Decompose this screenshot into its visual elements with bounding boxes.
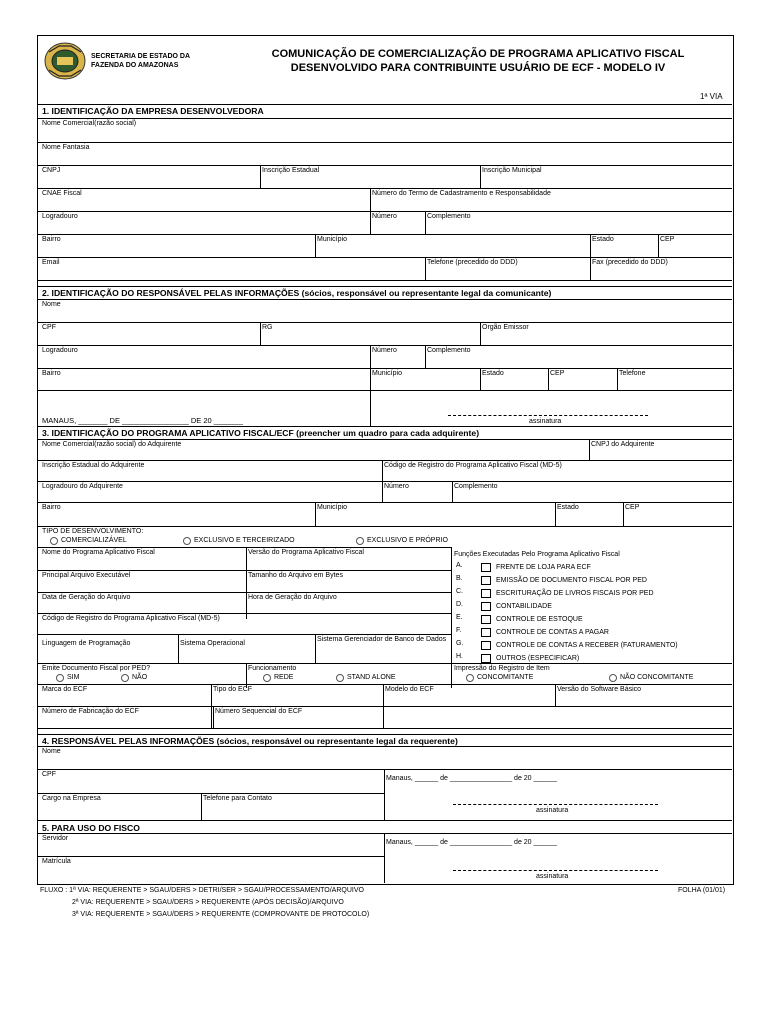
form-title-line1: COMUNICAÇÃO DE COMERCIALIZAÇÃO DE PROGRAMA APLICATIVO FISCAL bbox=[271, 48, 685, 60]
funcao-checkbox[interactable] bbox=[481, 654, 491, 663]
s3-logr-adq-label: Logradouro do Adquirente bbox=[42, 483, 123, 490]
section3-title-main: 3. IDENTIFICAÇÃO DO PROGRAMA APLICATIVO FISCAL/ECF bbox=[42, 428, 294, 438]
s4-cpf-label: CPF bbox=[42, 771, 56, 778]
radio-comercializavel-label: COMERCIALIZÁVEL bbox=[61, 537, 127, 544]
s1-estado-label: Estado bbox=[592, 236, 614, 243]
s1-telefone-label: Telefone (precedido do DDD) bbox=[427, 259, 518, 266]
s2-logradouro-label: Logradouro bbox=[42, 347, 78, 354]
radio-nao-label: NÃO bbox=[132, 674, 148, 681]
s3-linguagem-label: Linguagem de Programação bbox=[42, 640, 131, 647]
s3-estado-label: Estado bbox=[557, 504, 579, 511]
s3-funcoes-title: Funções Executadas Pelo Programa Aplicativo Fiscal bbox=[454, 551, 620, 558]
radio-icon bbox=[466, 674, 474, 682]
section4-title-main: 4. RESPONSÁVEL PELAS INFORMAÇÕES bbox=[42, 736, 215, 746]
s5-servidor-label: Servidor bbox=[42, 835, 69, 842]
s1-numero-label: Número bbox=[372, 213, 397, 220]
s3-ie-adq-label: Inscrição Estadual do Adquirente bbox=[42, 462, 145, 469]
s1-ie-label: Inscrição Estadual bbox=[262, 167, 320, 174]
state-seal-logo bbox=[43, 40, 87, 82]
s2-orgao-label: Orgão Emissor bbox=[482, 324, 529, 331]
s3-cod-reg-label: Código de Registro do Programa Aplicativo Fiscal (MD-5) bbox=[384, 462, 562, 469]
s3-marca-label: Marca do ECF bbox=[42, 686, 88, 693]
s3-cnpj-adq-label: CNPJ do Adquirente bbox=[591, 441, 655, 448]
section3-title-suffix: (preencher um quadro para cada adquirente) bbox=[293, 428, 480, 438]
radio-stand-alone-label: STAND ALONE bbox=[347, 674, 396, 681]
radio-comercializavel[interactable] bbox=[50, 536, 127, 545]
s1-termo-label: Número do Termo de Cadastramento e Responsabilidade bbox=[372, 190, 551, 197]
s2-signature-label: assinatura bbox=[529, 418, 562, 425]
funcao-letter: D. bbox=[456, 601, 463, 608]
s2-cep-label: CEP bbox=[550, 370, 565, 377]
radio-icon bbox=[56, 674, 64, 682]
s5-matricula-label: Matrícula bbox=[42, 858, 71, 865]
radio-icon bbox=[183, 537, 191, 545]
funcao-label: FRENTE DE LOJA PARA ECF bbox=[496, 564, 591, 571]
s3-funcionamento-label: Funcionamento bbox=[248, 665, 297, 672]
via-label: 1ª VIA bbox=[700, 92, 723, 101]
s3-impressao-label: Impressão do Registro de Item bbox=[454, 665, 550, 672]
footer-fluxo-2: 2ª VIA: REQUERENTE > SGAU/DERS > REQUERENTE (APÓS DECISÃO)/ARQUIVO bbox=[72, 899, 344, 906]
s2-municipio-label: Município bbox=[372, 370, 402, 377]
s2-estado-label: Estado bbox=[482, 370, 504, 377]
s3-num-seq-label: Número Sequencial do ECF bbox=[215, 708, 303, 715]
radio-concomitante-label: CONCOMITANTE bbox=[477, 674, 534, 681]
s3-tipo-ecf-label: Tipo do ECF bbox=[213, 686, 253, 693]
s3-num-fab-label: Número de Fabricação do ECF bbox=[42, 708, 139, 715]
s1-cep-label: CEP bbox=[660, 236, 675, 243]
footer-fluxo-1: FLUXO : 1ª VIA: REQUERENTE > SGAU/DERS > DETRI/SER > SGAU/PROCESSAMENTO/ARQUIVO bbox=[40, 887, 364, 894]
funcao-label: CONTROLE DE CONTAS A RECEBER (FATURAMENTO) bbox=[496, 642, 678, 649]
radio-concomitante[interactable] bbox=[466, 673, 533, 682]
s1-cnae-label: CNAE Fiscal bbox=[42, 190, 82, 197]
funcao-letter: A. bbox=[456, 562, 463, 569]
s3-versao-prog-label: Versão do Programa Aplicativo Fiscal bbox=[248, 549, 364, 556]
s2-complemento-label: Complemento bbox=[427, 347, 471, 354]
s3-nome-adq-label: Nome Comercial(razão social) do Adquirente bbox=[42, 441, 182, 448]
s3-so-label: Sistema Operacional bbox=[180, 640, 245, 647]
funcao-checkbox[interactable] bbox=[481, 628, 491, 637]
radio-sim-label: SIM bbox=[67, 674, 80, 681]
radio-terceirizado-label: EXCLUSIVO E TERCEIRIZADO bbox=[194, 537, 295, 544]
s3-tipo-dev-label: TIPO DE DESENVOLVIMENTO: bbox=[42, 528, 144, 535]
funcao-label: OUTROS (ESPECIFICAR) bbox=[496, 655, 580, 662]
footer-folha: FOLHA (01/01) bbox=[678, 887, 726, 894]
radio-icon bbox=[609, 674, 617, 682]
s3-cep-label: CEP bbox=[625, 504, 640, 511]
s3-hora-geracao-label: Hora de Geração do Arquivo bbox=[248, 594, 337, 601]
radio-icon bbox=[50, 537, 58, 545]
funcao-checkbox[interactable] bbox=[481, 589, 491, 598]
s1-email-label: Email bbox=[42, 259, 60, 266]
s3-sgbd-label bbox=[317, 636, 447, 644]
funcao-checkbox[interactable] bbox=[481, 602, 491, 611]
s2-telefone-label: Telefone bbox=[619, 370, 646, 377]
s2-local-data: MANAUS, _______ DE ________________ DE 20 _______ bbox=[42, 416, 243, 425]
s3-sgbd-text: Sistema Gerenciador de Banco de Dados bbox=[317, 636, 447, 643]
section3-title bbox=[42, 428, 479, 438]
funcao-label: CONTABILIDADE bbox=[496, 603, 552, 610]
s3-tamanho-label: Tamanho do Arquivo em Bytes bbox=[248, 572, 343, 579]
s1-im-label: Inscrição Municipal bbox=[482, 167, 542, 174]
s2-nome-label: Nome bbox=[42, 301, 61, 308]
funcao-letter: C. bbox=[456, 588, 463, 595]
funcao-checkbox[interactable] bbox=[481, 641, 491, 650]
radio-nao-concomitante-label: NÃO CONCOMITANTE bbox=[620, 674, 694, 681]
s1-cnpj-label: CNPJ bbox=[42, 167, 61, 174]
s3-principal-exec-label: Principal Arquivo Executável bbox=[42, 572, 131, 579]
s5-signature-label: assinatura bbox=[536, 873, 569, 880]
radio-icon bbox=[121, 674, 129, 682]
section2-title bbox=[42, 288, 551, 298]
radio-emite-sim[interactable] bbox=[56, 673, 79, 682]
section4-title bbox=[42, 736, 458, 746]
s3-emite-label: Emite Documento Fiscal por PED? bbox=[42, 665, 151, 672]
s3-cod-reg2-label: Código de Registro do Programa Aplicativo Fiscal (MD-5) bbox=[42, 615, 220, 622]
funcao-label: ESCRITURAÇÃO DE LIVROS FISCAIS POR PED bbox=[496, 590, 654, 597]
funcao-checkbox[interactable] bbox=[481, 576, 491, 585]
radio-icon bbox=[356, 537, 364, 545]
s1-fax-label: Fax (precedido do DDD) bbox=[592, 259, 668, 266]
s2-numero-label: Número bbox=[372, 347, 397, 354]
s1-bairro-label: Bairro bbox=[42, 236, 61, 243]
s3-numero-label: Número bbox=[384, 483, 409, 490]
radio-icon bbox=[263, 674, 271, 682]
s3-modelo-label: Modelo do ECF bbox=[385, 686, 434, 693]
radio-emite-nao[interactable] bbox=[121, 673, 147, 682]
s3-nome-prog-label: Nome do Programa Aplicativo Fiscal bbox=[42, 549, 155, 556]
s2-bairro-label: Bairro bbox=[42, 370, 61, 377]
radio-icon bbox=[336, 674, 344, 682]
funcao-letter: F. bbox=[456, 627, 462, 634]
s3-versao-sb-label: Versão do Software Básico bbox=[557, 686, 642, 693]
section5-title: 5. PARA USO DO FISCO bbox=[42, 823, 140, 833]
funcao-label: CONTROLE DE ESTOQUE bbox=[496, 616, 583, 623]
form-page bbox=[37, 35, 734, 885]
radio-exclusivo-proprio[interactable] bbox=[356, 536, 448, 545]
funcao-letter: B. bbox=[456, 575, 463, 582]
s3-data-geracao-label: Data de Geração do Arquivo bbox=[42, 594, 131, 601]
funcao-checkbox[interactable] bbox=[481, 615, 491, 624]
funcao-label: CONTROLE DE CONTAS A PAGAR bbox=[496, 629, 609, 636]
org-name-line2: FAZENDA DO AMAZONAS bbox=[91, 62, 179, 69]
funcao-checkbox[interactable] bbox=[481, 563, 491, 572]
radio-nao-concomitante[interactable] bbox=[609, 673, 693, 682]
funcao-letter: H. bbox=[456, 653, 463, 660]
s2-rg-label: RG bbox=[262, 324, 273, 331]
footer-fluxo-3: 3ª VIA: REQUERENTE > SGAU/DERS > REQUERENTE (COMPROVANTE DE PROTOCOLO) bbox=[72, 911, 370, 918]
radio-proprio-label: EXCLUSIVO E PRÓPRIO bbox=[367, 537, 448, 544]
funcao-letter: G. bbox=[456, 640, 464, 647]
s3-complemento-label: Complemento bbox=[454, 483, 498, 490]
s3-bairro-label: Bairro bbox=[42, 504, 61, 511]
radio-rede-label: REDE bbox=[274, 674, 294, 681]
s4-nome-label: Nome bbox=[42, 748, 61, 755]
s1-nome-comercial-label: Nome Comercial(razão social) bbox=[42, 120, 137, 127]
s4-signature-label: assinatura bbox=[536, 807, 569, 814]
section2-title-suffix: (sócios, responsável ou representante legal da comunicante) bbox=[299, 288, 552, 298]
s1-complemento-label: Complemento bbox=[427, 213, 471, 220]
radio-rede[interactable] bbox=[263, 673, 293, 682]
funcao-letter: E. bbox=[456, 614, 463, 621]
section4-title-suffix: (sócios, responsável ou representante legal da requerente) bbox=[214, 736, 458, 746]
section2-title-main: 2. IDENTIFICAÇÃO DO RESPONSÁVEL PELAS INFORMAÇÕES bbox=[42, 288, 300, 298]
org-name-line1: SECRETARIA DE ESTADO DA bbox=[91, 53, 191, 60]
funcao-label: EMISSÃO DE DOCUMENTO FISCAL POR PED bbox=[496, 577, 647, 584]
s1-municipio-label: Município bbox=[317, 236, 347, 243]
s3-municipio-label: Município bbox=[317, 504, 347, 511]
radio-stand-alone[interactable] bbox=[336, 673, 396, 682]
s4-telefone-label: Telefone para Contato bbox=[203, 795, 272, 802]
radio-exclusivo-terceirizado[interactable] bbox=[183, 536, 295, 545]
s5-manaus-date: Manaus, ______ de ________________ de 20 ______ bbox=[386, 839, 557, 846]
s4-cargo-label: Cargo na Empresa bbox=[42, 795, 101, 802]
s1-logradouro-label: Logradouro bbox=[42, 213, 78, 220]
form-title-line2: DESENVOLVIDO PARA CONTRIBUINTE USUÁRIO DE ECF - MODELO IV bbox=[290, 62, 666, 74]
s2-cpf-label: CPF bbox=[42, 324, 56, 331]
s4-manaus-date: Manaus, ______ de ________________ de 20 ______ bbox=[386, 775, 557, 782]
section1-title: 1. IDENTIFICAÇÃO DA EMPRESA DESENVOLVEDORA bbox=[42, 106, 264, 116]
s1-nome-fantasia-label: Nome Fantasia bbox=[42, 144, 90, 151]
